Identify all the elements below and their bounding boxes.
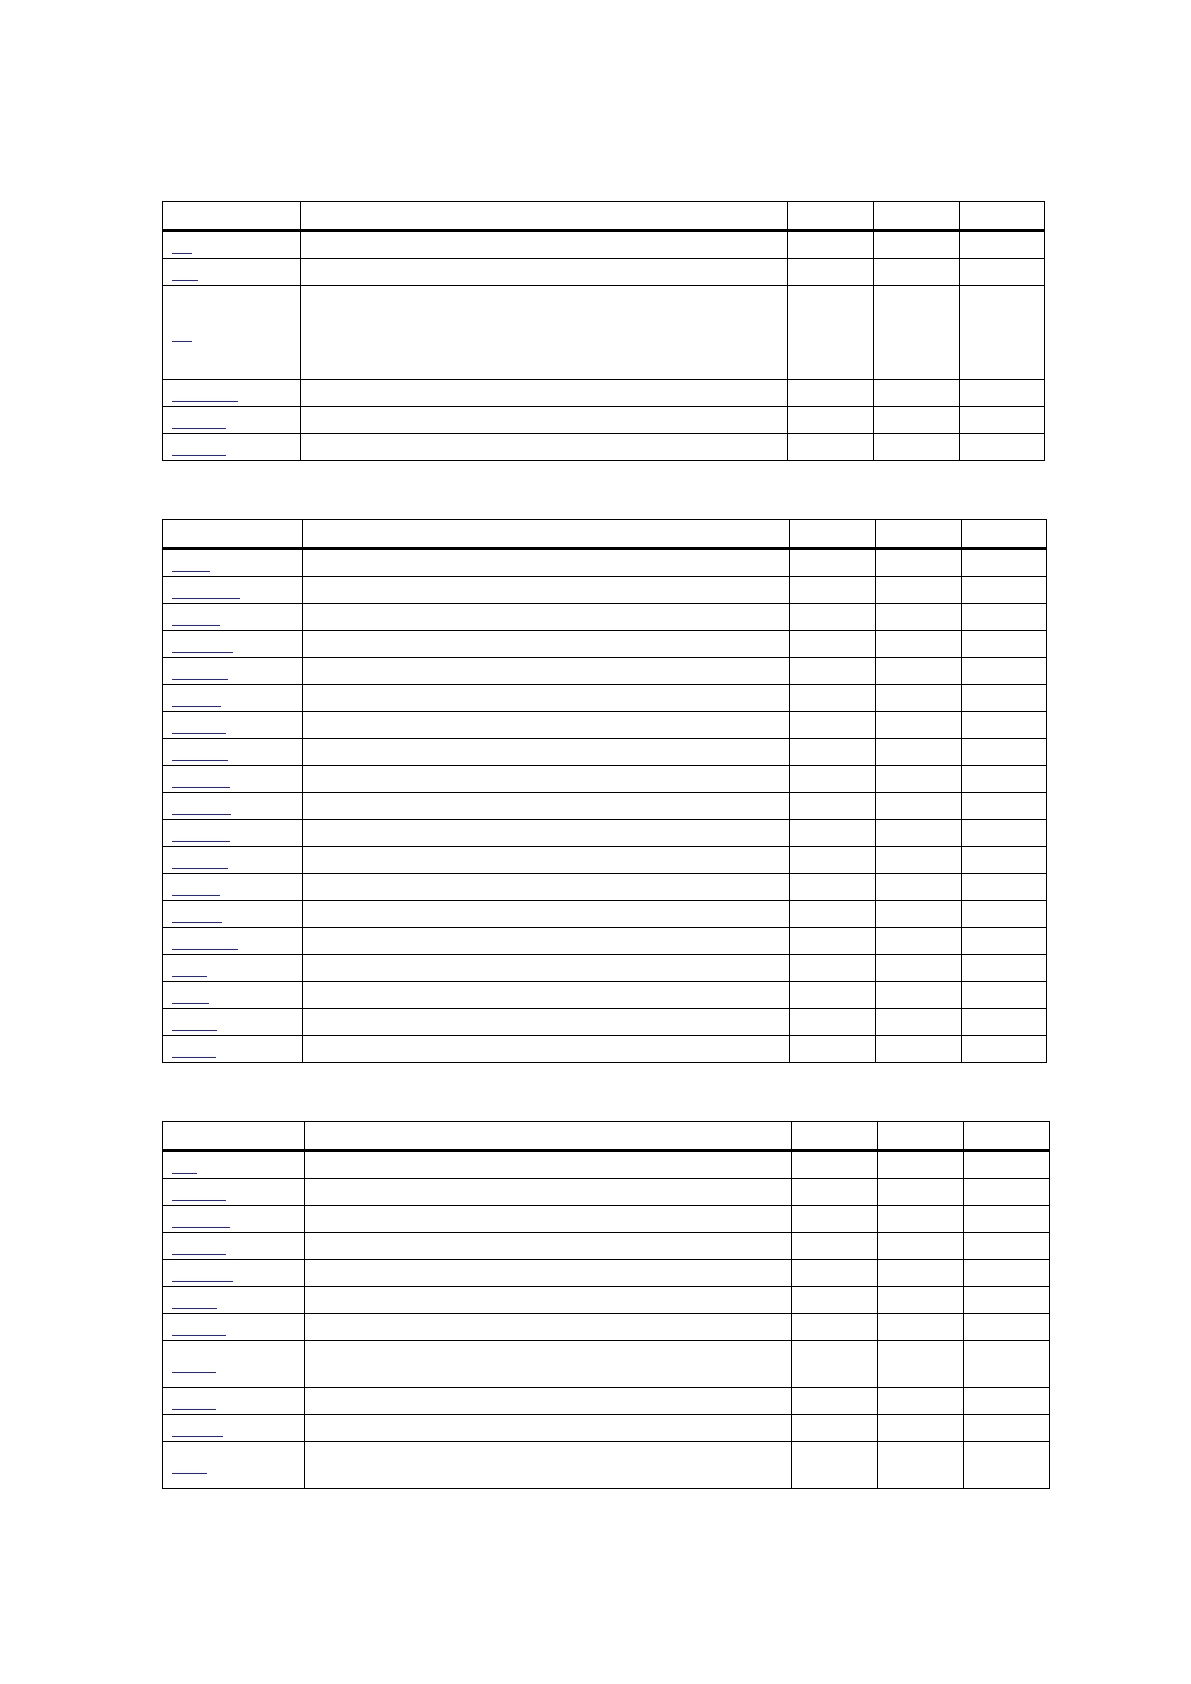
reference-link[interactable] (172, 1399, 216, 1410)
data-cell (962, 869, 1046, 873)
data-cell (962, 653, 1046, 657)
data-cell (790, 869, 875, 873)
data-cell (964, 1383, 1049, 1387)
table-row (163, 712, 1047, 739)
reference-link[interactable] (172, 418, 226, 429)
table-row (163, 847, 1047, 874)
data-cell (874, 402, 959, 406)
reference-cell (163, 1046, 302, 1062)
reference-cell (163, 269, 300, 285)
data-cell (878, 1174, 963, 1178)
data-cell (305, 1228, 791, 1232)
data-cell (874, 429, 959, 433)
data-cell (878, 1282, 963, 1286)
data-cell (303, 842, 789, 846)
data-cell (964, 1255, 1049, 1259)
data-cell (964, 1282, 1049, 1286)
reference-cell (163, 722, 302, 738)
reference-cell (163, 560, 302, 576)
table-row (163, 793, 1047, 820)
reference-cell (163, 1243, 304, 1259)
data-cell (305, 1201, 791, 1205)
data-cell (964, 1336, 1049, 1340)
data-cell (874, 456, 959, 460)
table-row (163, 1206, 1050, 1233)
data-cell (790, 680, 875, 684)
data-cell (876, 842, 961, 846)
data-cell (303, 1004, 789, 1008)
data-cell (876, 1004, 961, 1008)
data-cell (305, 1309, 791, 1313)
reference-cell (163, 1425, 304, 1441)
data-cell (874, 254, 959, 258)
data-cell (964, 1484, 1049, 1488)
reference-cell (163, 641, 302, 657)
data-cell (962, 761, 1046, 765)
data-cell (964, 1309, 1049, 1313)
header-cell (792, 1145, 877, 1149)
reference-link[interactable] (172, 750, 228, 761)
table-row (163, 955, 1047, 982)
data-cell (964, 1174, 1049, 1178)
reference-link[interactable] (172, 1047, 216, 1058)
data-cell (962, 923, 1046, 927)
data-cell (962, 680, 1046, 684)
data-cell (790, 761, 875, 765)
header-cell (790, 543, 875, 547)
reference-link[interactable] (172, 939, 238, 950)
reference-cell (163, 965, 302, 981)
table-row (163, 1314, 1050, 1341)
reference-link[interactable] (172, 1244, 226, 1255)
data-cell (792, 1309, 877, 1313)
table-row (163, 631, 1047, 658)
data-cell (301, 254, 787, 258)
data-cell (305, 1174, 791, 1178)
reference-cell (163, 749, 302, 765)
data-cell (876, 1058, 961, 1062)
data-cell (792, 1383, 877, 1387)
data-cell (960, 429, 1044, 433)
data-cell (878, 1201, 963, 1205)
reference-cell (163, 857, 302, 873)
data-cell (876, 788, 961, 792)
data-cell (790, 572, 875, 576)
data-cell (303, 815, 789, 819)
data-cell (303, 950, 789, 954)
data-cell (305, 1282, 791, 1286)
data-cell (962, 815, 1046, 819)
reference-link[interactable] (172, 1325, 226, 1336)
table-row (163, 739, 1047, 766)
data-cell (790, 950, 875, 954)
reference-cell (163, 330, 300, 379)
header-cell (960, 225, 1044, 229)
data-cell (876, 977, 961, 981)
data-cell (792, 1484, 877, 1488)
table-row (163, 1388, 1050, 1415)
data-cell (960, 281, 1044, 285)
header-cell (878, 1145, 963, 1149)
data-cell (962, 1031, 1046, 1035)
table-header-row (163, 1122, 1050, 1150)
data-cell (962, 626, 1046, 630)
table-row (163, 604, 1047, 631)
reference-cell (163, 242, 300, 258)
data-cell (788, 281, 873, 285)
data-cell (876, 599, 961, 603)
data-cell (962, 707, 1046, 711)
data-cell (790, 815, 875, 819)
data-cell (792, 1437, 877, 1441)
data-cell (301, 429, 787, 433)
data-cell (792, 1282, 877, 1286)
data-cell (788, 402, 873, 406)
data-cell (878, 1410, 963, 1414)
header-cell (163, 543, 302, 547)
data-cell (305, 1255, 791, 1259)
table-row (163, 982, 1047, 1009)
data-cell (301, 402, 787, 406)
data-cell (792, 1336, 877, 1340)
data-cell (962, 950, 1046, 954)
reference-link[interactable] (172, 1271, 233, 1282)
data-cell (303, 599, 789, 603)
reference-cell (163, 444, 300, 460)
reference-link[interactable] (172, 966, 207, 977)
data-cell (790, 653, 875, 657)
data-cell (876, 572, 961, 576)
data-cell (303, 788, 789, 792)
reference-link[interactable] (172, 391, 238, 402)
data-cell (305, 1484, 791, 1488)
data-cell (303, 923, 789, 927)
reference-link[interactable] (172, 1426, 223, 1437)
data-cell (878, 1228, 963, 1232)
reference-link[interactable] (172, 1217, 230, 1228)
data-cell (962, 788, 1046, 792)
data-cell (303, 977, 789, 981)
table-3 (162, 1121, 1050, 1489)
data-cell (964, 1410, 1049, 1414)
table-row (163, 1179, 1050, 1206)
header-cell (876, 543, 961, 547)
table-row (163, 1036, 1047, 1063)
data-cell (964, 1201, 1049, 1205)
table-row (163, 230, 1045, 259)
reference-link[interactable] (172, 723, 226, 734)
table-row (163, 901, 1047, 928)
data-cell (792, 1174, 877, 1178)
reference-link[interactable] (172, 331, 192, 342)
reference-cell (163, 417, 300, 433)
reference-link[interactable] (172, 885, 220, 896)
data-cell (878, 1255, 963, 1259)
reference-link[interactable] (172, 777, 230, 788)
data-cell (876, 815, 961, 819)
table-row (163, 1233, 1050, 1260)
data-cell (876, 734, 961, 738)
reference-cell (163, 992, 302, 1008)
data-cell (960, 402, 1044, 406)
reference-cell (163, 1398, 304, 1414)
data-cell (874, 375, 959, 379)
data-cell (876, 626, 961, 630)
data-cell (790, 1004, 875, 1008)
reference-cell (163, 1361, 304, 1387)
table-row (163, 259, 1045, 286)
reference-link[interactable] (172, 696, 221, 707)
data-cell (962, 896, 1046, 900)
data-cell (303, 680, 789, 684)
reference-link[interactable] (172, 831, 230, 842)
data-cell (790, 977, 875, 981)
data-cell (878, 1309, 963, 1313)
table-row (163, 1415, 1050, 1442)
table-header-row (163, 202, 1045, 230)
data-cell (960, 456, 1044, 460)
header-cell (163, 1145, 304, 1149)
reference-cell (163, 803, 302, 819)
header-cell (303, 543, 789, 547)
reference-cell (163, 614, 302, 630)
data-cell (962, 842, 1046, 846)
reference-cell (163, 884, 302, 900)
reference-cell (163, 1462, 304, 1488)
table-row (163, 1150, 1050, 1179)
data-cell (790, 842, 875, 846)
data-cell (962, 1058, 1046, 1062)
data-cell (790, 599, 875, 603)
data-cell (878, 1336, 963, 1340)
table-row (163, 928, 1047, 955)
reference-link[interactable] (172, 1362, 216, 1373)
table-row (163, 1341, 1050, 1388)
data-cell (790, 707, 875, 711)
data-cell (876, 923, 961, 927)
reference-link[interactable] (172, 588, 240, 599)
data-cell (305, 1410, 791, 1414)
data-cell (788, 254, 873, 258)
reference-cell (163, 1297, 304, 1313)
table-1 (162, 201, 1045, 461)
data-cell (790, 1031, 875, 1035)
reference-cell (163, 830, 302, 846)
data-cell (962, 599, 1046, 603)
data-cell (876, 761, 961, 765)
data-cell (790, 734, 875, 738)
table-row (163, 874, 1047, 901)
reference-link[interactable] (172, 1020, 217, 1031)
reference-link[interactable] (172, 1190, 226, 1201)
data-cell (876, 653, 961, 657)
data-cell (790, 788, 875, 792)
data-cell (305, 1383, 791, 1387)
data-cell (874, 281, 959, 285)
header-cell (962, 543, 1046, 547)
data-cell (303, 761, 789, 765)
reference-cell (163, 1216, 304, 1232)
data-cell (964, 1228, 1049, 1232)
data-cell (303, 707, 789, 711)
table-row (163, 577, 1047, 604)
reference-link[interactable] (172, 1463, 207, 1474)
reference-cell (163, 911, 302, 927)
reference-cell (163, 1189, 304, 1205)
data-cell (788, 456, 873, 460)
reference-link[interactable] (172, 561, 210, 572)
data-cell (876, 950, 961, 954)
header-cell (874, 225, 959, 229)
data-cell (790, 896, 875, 900)
data-cell (962, 977, 1046, 981)
table-row (163, 1260, 1050, 1287)
data-cell (792, 1228, 877, 1232)
table-row (163, 820, 1047, 847)
data-cell (876, 869, 961, 873)
data-cell (303, 896, 789, 900)
data-cell (301, 375, 787, 379)
table-row (163, 407, 1045, 434)
reference-link[interactable] (172, 615, 220, 626)
data-cell (878, 1484, 963, 1488)
data-cell (964, 1437, 1049, 1441)
reference-cell (163, 1019, 302, 1035)
header-cell (964, 1145, 1049, 1149)
reference-link[interactable] (172, 243, 192, 254)
data-cell (962, 1004, 1046, 1008)
data-cell (876, 896, 961, 900)
table-row (163, 286, 1045, 380)
table-row (163, 685, 1047, 712)
data-cell (790, 1058, 875, 1062)
data-cell (788, 429, 873, 433)
data-cell (303, 572, 789, 576)
reference-link[interactable] (172, 669, 228, 680)
data-cell (303, 1058, 789, 1062)
table-2 (162, 519, 1047, 1063)
reference-cell (163, 776, 302, 792)
data-cell (303, 653, 789, 657)
data-cell (305, 1437, 791, 1441)
data-cell (303, 626, 789, 630)
reference-link[interactable] (172, 912, 222, 923)
data-cell (790, 626, 875, 630)
table-row (163, 766, 1047, 793)
reference-cell (163, 1162, 304, 1178)
data-cell (962, 572, 1046, 576)
reference-cell (163, 587, 302, 603)
data-cell (303, 1031, 789, 1035)
data-cell (792, 1201, 877, 1205)
reference-cell (163, 938, 302, 954)
data-cell (792, 1410, 877, 1414)
reference-cell (163, 695, 302, 711)
data-cell (876, 1031, 961, 1035)
data-cell (305, 1336, 791, 1340)
header-cell (301, 225, 787, 229)
reference-link[interactable] (172, 270, 198, 281)
data-cell (303, 734, 789, 738)
data-cell (878, 1383, 963, 1387)
table-header-row (163, 520, 1047, 548)
header-cell (305, 1145, 791, 1149)
data-cell (962, 734, 1046, 738)
reference-cell (163, 668, 302, 684)
data-cell (301, 281, 787, 285)
reference-cell (163, 390, 300, 406)
data-cell (878, 1437, 963, 1441)
data-cell (788, 375, 873, 379)
header-cell (163, 225, 300, 229)
data-cell (790, 923, 875, 927)
table-row (163, 1287, 1050, 1314)
reference-link[interactable] (172, 804, 231, 815)
reference-link[interactable] (172, 1298, 217, 1309)
data-cell (301, 456, 787, 460)
table-row (163, 658, 1047, 685)
data-cell (960, 254, 1044, 258)
data-cell (876, 680, 961, 684)
data-cell (960, 375, 1044, 379)
data-cell (876, 707, 961, 711)
reference-link[interactable] (172, 642, 233, 653)
reference-link[interactable] (172, 445, 226, 456)
data-cell (792, 1255, 877, 1259)
table-row (163, 434, 1045, 461)
data-cell (303, 869, 789, 873)
reference-link[interactable] (172, 993, 209, 1004)
reference-cell (163, 1270, 304, 1286)
reference-link[interactable] (172, 858, 228, 869)
table-row (163, 1009, 1047, 1036)
table-row (163, 548, 1047, 577)
header-cell (788, 225, 873, 229)
table-row (163, 1442, 1050, 1489)
reference-cell (163, 1324, 304, 1340)
table-row (163, 380, 1045, 407)
reference-link[interactable] (172, 1163, 197, 1174)
